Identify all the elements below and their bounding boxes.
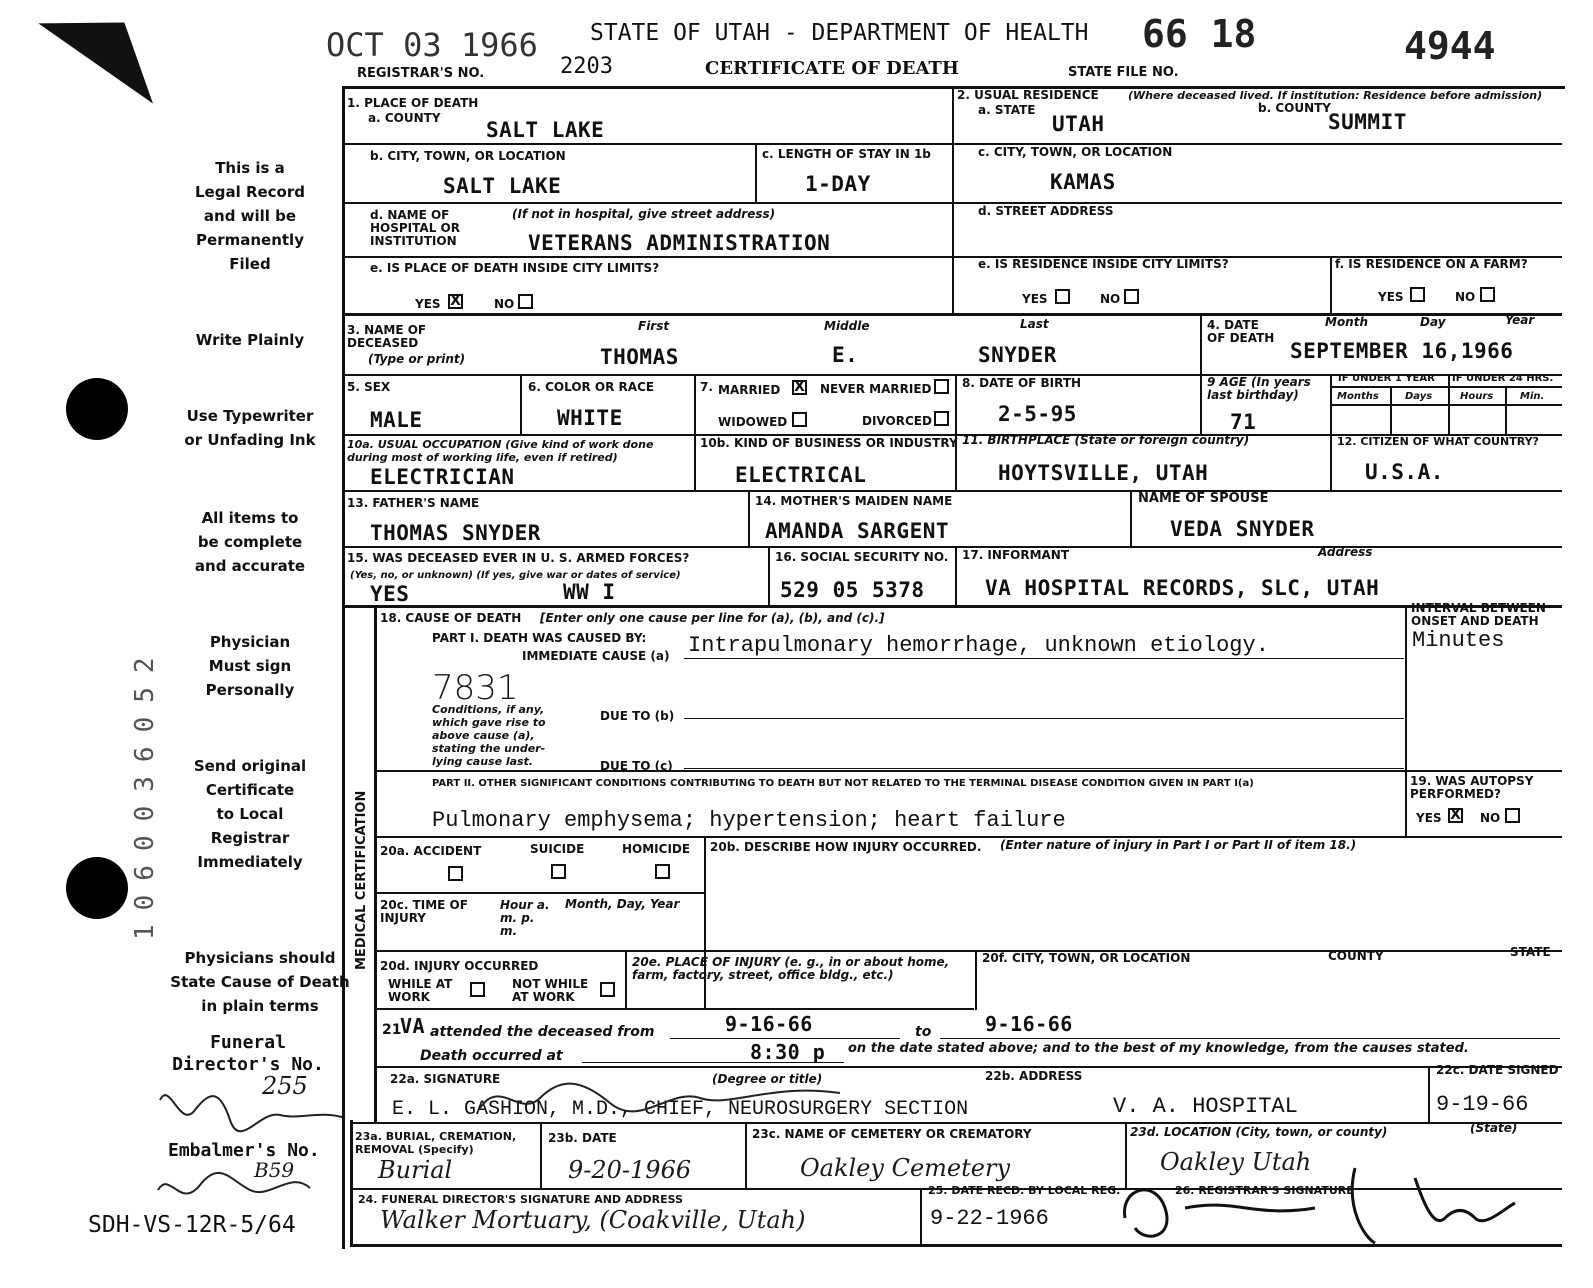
never-married-checkbox[interactable]: [934, 379, 949, 394]
widowed-checkbox[interactable]: [792, 412, 807, 427]
mother-value: AMANDA SARGENT: [765, 519, 950, 543]
death-time-value: 8:30 p: [750, 1040, 826, 1064]
attended-to-value: 9-16-66: [985, 1012, 1073, 1036]
first-name-value: THOMAS: [600, 345, 679, 369]
city-value: SALT LAKE: [443, 174, 562, 198]
write-plainly-note: Write Plainly: [195, 331, 305, 349]
punch-hole-top: [66, 378, 128, 440]
citizen-label: 12. CITIZEN OF WHAT COUNTRY?: [1337, 435, 1539, 448]
age-label: 9 AGE (In years last birthday): [1207, 375, 1311, 402]
first-label: First: [638, 319, 670, 333]
months-label: Months: [1337, 391, 1379, 402]
month-day-year-label: Month, Day, Year: [565, 897, 680, 911]
dob-value: 2-5-95: [998, 402, 1077, 426]
autopsy-label: 19. WAS AUTOPSY PERFORMED?: [1410, 774, 1534, 801]
divorced-label: DIVORCED: [862, 414, 932, 428]
married-checkbox[interactable]: X: [792, 380, 807, 395]
place-of-death-label: 1. PLACE OF DEATH: [347, 96, 479, 110]
hour-label: Hour a. m. p. m.: [500, 898, 550, 938]
informant-address-label: Address: [1318, 545, 1373, 559]
city-limits-yes-label: YES: [415, 297, 441, 311]
farm-no-checkbox[interactable]: [1480, 287, 1495, 302]
length-of-stay-label: c. LENGTH OF STAY IN 1b: [762, 147, 931, 161]
usual-residence-note: (Where deceased lived. If institution: Residence before admission): [1128, 89, 1543, 102]
res-city-value: KAMAS: [1050, 170, 1116, 194]
attended-prefix: VA: [400, 1014, 426, 1038]
burial-date-value: 9-20-1966: [568, 1156, 692, 1184]
received-stamp-date: OCT 03 1966: [326, 26, 538, 64]
race-value: WHITE: [557, 406, 623, 430]
date-recd-value: 9-22-1966: [930, 1206, 1049, 1231]
autopsy-no-label: NO: [1480, 811, 1501, 825]
farm-no-label: NO: [1455, 290, 1476, 304]
armed-forces-label: 15. WAS DECEASED EVER IN U. S. ARMED FORCES?: [347, 551, 690, 565]
state-cause-note: Physicians should State Cause of Death in plain terms: [170, 949, 350, 1015]
death-occurred-label: Death occurred at: [420, 1048, 563, 1064]
immediate-cause-value: Intrapulmonary hemorrhage, unknown etiology.: [688, 633, 1269, 658]
injury-county-label: COUNTY: [1328, 949, 1384, 963]
hospital-value: VETERANS ADMINISTRATION: [528, 231, 831, 255]
burial-date-label: 23b. DATE: [548, 1131, 617, 1145]
item21-label: 21: [382, 1022, 402, 1038]
punch-hole-bottom: [66, 857, 128, 919]
armed-forces-note: (Yes, no, or unknown) (If yes, give war or dates of service): [350, 570, 681, 581]
hospital-label: d. NAME OF HOSPITAL OR INSTITUTION: [370, 208, 460, 248]
spouse-label: NAME OF SPOUSE: [1138, 491, 1269, 506]
part1-label: PART I. DEATH WAS CAUSED BY:: [432, 631, 647, 645]
injury-occurred-label: 20d. INJURY OCCURRED: [380, 959, 539, 973]
date-of-death-value: SEPTEMBER 16,1966: [1290, 339, 1514, 363]
informant-value: VA HOSPITAL RECORDS, SLC, UTAH: [985, 576, 1380, 600]
funeral-director-no: 255: [262, 1072, 308, 1100]
spouse-value: VEDA SNYDER: [1170, 517, 1315, 541]
age-value: 71: [1230, 410, 1257, 434]
injury-city-label: 20f. CITY, TOWN, OR LOCATION: [982, 951, 1191, 965]
funeral-director-no-label: Funeral Director's No.: [172, 1032, 324, 1075]
not-while-at-work-checkbox[interactable]: [600, 982, 615, 997]
cemetery-value: Oakley Cemetery: [800, 1154, 1010, 1182]
typed-signature: E. L. GASHION, M.D., CHIEF, NEUROSURGERY SECTION: [392, 1098, 969, 1121]
part2-value: Pulmonary emphysema; hypertension; heart failure: [432, 808, 1066, 833]
divorced-checkbox[interactable]: [934, 411, 949, 426]
res-city-label: c. CITY, TOWN, OR LOCATION: [978, 145, 1173, 159]
business-value: ELECTRICAL: [735, 463, 867, 487]
usual-residence-label: 2. USUAL RESIDENCE: [957, 88, 1099, 102]
location-value: Oakley Utah: [1160, 1148, 1312, 1176]
under-1-year-label: IF UNDER 1 YEAR: [1338, 373, 1435, 384]
county-label: a. COUNTY: [368, 111, 441, 125]
date-signed-label: 22c. DATE SIGNED: [1436, 1063, 1559, 1077]
due-to-c-label: DUE TO (c): [600, 759, 673, 773]
complete-note: All items to be complete and accurate: [194, 509, 306, 575]
send-original-note: Send original Certificate to Local Registrar Immediately: [193, 757, 307, 871]
city-label: b. CITY, TOWN, OR LOCATION: [370, 149, 566, 163]
day-label: Day: [1420, 315, 1446, 329]
cemetery-label: 23c. NAME OF CEMETERY OR CREMATORY: [752, 1127, 1032, 1141]
business-label: 10b. KIND OF BUSINESS OR INDUSTRY: [700, 436, 958, 450]
attended-to-label: to: [915, 1024, 932, 1040]
year-label: Year: [1505, 313, 1535, 327]
state-label: a. STATE: [978, 103, 1036, 117]
race-label: 6. COLOR OR RACE: [528, 380, 655, 394]
cause-of-death-label: 18. CAUSE OF DEATH: [380, 611, 522, 625]
res-city-limits-yes-checkbox[interactable]: [1055, 289, 1070, 304]
war-value: WW I: [563, 580, 616, 604]
file-prefix-number: 66 18: [1142, 12, 1257, 56]
days-label: Days: [1405, 391, 1433, 402]
city-limits-no-checkbox[interactable]: [518, 294, 533, 309]
file-number: 4944: [1404, 24, 1496, 68]
coding-number: 7831: [432, 668, 519, 708]
registrar-signature: [1115, 1148, 1525, 1248]
birthplace-value: HOYTSVILLE, UTAH: [998, 461, 1209, 485]
res-city-limits-no-checkbox[interactable]: [1124, 289, 1139, 304]
farm-label: f. IS RESIDENCE ON A FARM?: [1335, 257, 1528, 271]
injury-state-label: STATE: [1510, 945, 1551, 959]
city-limits-no-label: NO: [494, 297, 515, 311]
accident-label: 20a. ACCIDENT: [380, 844, 482, 858]
father-value: THOMAS SNYDER: [370, 521, 541, 545]
disposition-label: 23a. BURIAL, CREMATION, REMOVAL (Specify): [355, 1130, 517, 1156]
citizen-value: U.S.A.: [1365, 460, 1444, 484]
margin-signatures: [150, 1070, 350, 1220]
injury-how-label: 20b. DESCRIBE HOW INJURY OCCURRED.: [710, 840, 982, 854]
never-married-label: NEVER MARRIED: [820, 382, 932, 396]
autopsy-yes-label: YES: [1416, 811, 1442, 825]
farm-yes-checkbox[interactable]: [1410, 287, 1425, 302]
suicide-label: SUICIDE: [530, 842, 585, 856]
accident-checkbox[interactable]: [448, 866, 463, 881]
registrar-no-label: REGISTRAR'S NO.: [357, 66, 485, 81]
middle-label: Middle: [824, 319, 870, 333]
registrar-signature-label: 26. REGISTRAR'S SIGNATURE: [1175, 1184, 1354, 1197]
res-city-limits-no-label: NO: [1100, 292, 1121, 306]
date-of-death-label: 4. DATE OF DEATH: [1207, 318, 1275, 345]
disposition-value: Burial: [378, 1156, 453, 1184]
physician-note: Physician Must sign Personally: [205, 633, 295, 699]
city-limits-label: e. IS PLACE OF DEATH INSIDE CITY LIMITS?: [370, 261, 660, 275]
place-of-injury-label: 20e. PLACE OF INJURY (e. g., in or about home, farm, factory, street, office bldg., etc.): [632, 955, 950, 982]
occupation-label: 10a. USUAL OCCUPATION (Give kind of work done during most of working life, even if retired): [347, 438, 654, 464]
autopsy-yes-checkbox[interactable]: X: [1448, 808, 1463, 823]
widowed-label: WIDOWED: [718, 415, 788, 429]
location-label: 23d. LOCATION (City, town, or county): [1130, 1125, 1388, 1139]
embalmer-no: B59: [254, 1158, 295, 1182]
last-label: Last: [1020, 317, 1049, 331]
res-city-limits-yes-label: YES: [1022, 292, 1048, 306]
county-value: SALT LAKE: [486, 118, 605, 142]
location-state-label: (State): [1470, 1121, 1518, 1135]
certificate-title: CERTIFICATE OF DEATH: [705, 58, 959, 79]
degree-label: (Degree or title): [712, 1072, 823, 1086]
due-to-b-label: DUE TO (b): [600, 709, 675, 723]
interval-label: INTERVAL BETWEEN ONSET AND DEATH: [1411, 601, 1546, 628]
while-at-work-label: WHILE AT WORK: [388, 977, 453, 1004]
middle-name-value: E.: [832, 343, 859, 367]
date-signed-value: 9-19-66: [1436, 1092, 1529, 1117]
res-city-limits-label: e. IS RESIDENCE INSIDE CITY LIMITS?: [978, 257, 1229, 271]
father-label: 13. FATHER'S NAME: [347, 496, 480, 510]
funeral-director-value: Walker Mortuary, (Coakville, Utah): [380, 1206, 806, 1234]
res-county-label: b. COUNTY: [1258, 101, 1331, 115]
hospital-note: (If not in hospital, give street address): [512, 207, 776, 221]
form-code: SDH-VS-12R-5/64: [88, 1212, 296, 1238]
state-department-title: STATE OF UTAH - DEPARTMENT OF HEALTH: [590, 20, 1089, 46]
birthplace-label: 11. BIRTHPLACE (State or foreign country): [962, 433, 1250, 447]
armed-forces-value: YES: [370, 582, 410, 606]
injury-how-note: (Enter nature of injury in Part I or Part II of item 18.): [1000, 838, 1357, 852]
res-county-value: SUMMIT: [1328, 110, 1407, 134]
attended-label: attended the deceased from: [430, 1024, 655, 1040]
state-file-label: STATE FILE NO.: [1068, 65, 1179, 80]
sex-label: 5. SEX: [347, 380, 391, 394]
registrar-no: 2203: [560, 54, 613, 79]
name-note: (Type or print): [368, 352, 466, 366]
suicide-checkbox[interactable]: [551, 864, 566, 879]
dob-label: 8. DATE OF BIRTH: [962, 376, 1082, 390]
while-at-work-checkbox[interactable]: [470, 982, 485, 997]
hours-label: Hours: [1460, 391, 1494, 402]
min-label: Min.: [1520, 391, 1545, 402]
immediate-cause-label: IMMEDIATE CAUSE (a): [522, 649, 670, 663]
part2-label: PART II. OTHER SIGNIFICANT CONDITIONS CONTRIBUTING TO DEATH BUT NOT RELATED TO THE TERMINAL DISEASE CONDITION GIVEN IN PART I(a): [432, 778, 1254, 789]
microfilm-number: 1060036052: [130, 643, 160, 940]
under-24-hrs-label: IF UNDER 24 HRS.: [1452, 373, 1554, 384]
not-while-at-work-label: NOT WHILE AT WORK: [512, 977, 589, 1004]
date-recd-label: 25. DATE RECD. BY LOCAL REG.: [928, 1184, 1121, 1197]
mother-label: 14. MOTHER'S MAIDEN NAME: [755, 494, 953, 508]
last-name-value: SNYDER: [978, 343, 1057, 367]
funeral-director-label: 24. FUNERAL DIRECTOR'S SIGNATURE AND ADDRESS: [358, 1193, 683, 1206]
ssn-label: 16. SOCIAL SECURITY NO.: [775, 550, 949, 564]
farm-yes-label: YES: [1378, 290, 1404, 304]
address-label: 22b. ADDRESS: [985, 1069, 1083, 1083]
city-limits-yes-checkbox[interactable]: X: [448, 294, 463, 309]
physician-signature: [470, 1068, 850, 1128]
name-label: 3. NAME OF DECEASED: [347, 323, 427, 350]
informant-label: 17. INFORMANT: [962, 548, 1070, 562]
attended-from-value: 9-16-66: [725, 1012, 813, 1036]
occupation-value: ELECTRICIAN: [370, 465, 515, 489]
embalmer-no-label: Embalmer's No.: [168, 1140, 320, 1161]
signature-label: 22a. SIGNATURE: [390, 1072, 501, 1086]
conditions-note: Conditions, if any, which gave rise to above cause (a), stating the under-lying cause last.: [432, 703, 546, 768]
typewriter-note: Use Typewriter or Unfading Ink: [184, 407, 316, 449]
corner-mark: [38, 0, 181, 104]
marital-number-label: 7.: [700, 380, 713, 394]
homicide-label: HOMICIDE: [622, 842, 691, 856]
signer-address-value: V. A. HOSPITAL: [1113, 1094, 1298, 1119]
legal-record-note: This is a Legal Record and will be Permanently Filed: [194, 159, 305, 273]
married-label: MARRIED: [718, 383, 781, 397]
interval-value: Minutes: [1412, 628, 1505, 653]
homicide-checkbox[interactable]: [655, 864, 670, 879]
street-address-label: d. STREET ADDRESS: [978, 204, 1114, 218]
cause-of-death-note: [Enter only one cause per line for (a), (b), and (c).]: [540, 611, 885, 625]
death-occurred-tail: on the date stated above; and to the best of my knowledge, from the causes stated.: [848, 1041, 1469, 1056]
time-of-injury-label: 20c. TIME OF INJURY: [380, 898, 468, 925]
autopsy-no-checkbox[interactable]: [1505, 808, 1520, 823]
length-of-stay-value: 1-DAY: [805, 172, 871, 196]
res-state-value: UTAH: [1052, 112, 1105, 136]
medical-certification-label: MEDICAL CERTIFICATION: [354, 790, 369, 970]
sex-value: MALE: [370, 408, 423, 432]
month-label: Month: [1325, 315, 1369, 329]
ssn-value: 529 05 5378: [780, 578, 925, 602]
